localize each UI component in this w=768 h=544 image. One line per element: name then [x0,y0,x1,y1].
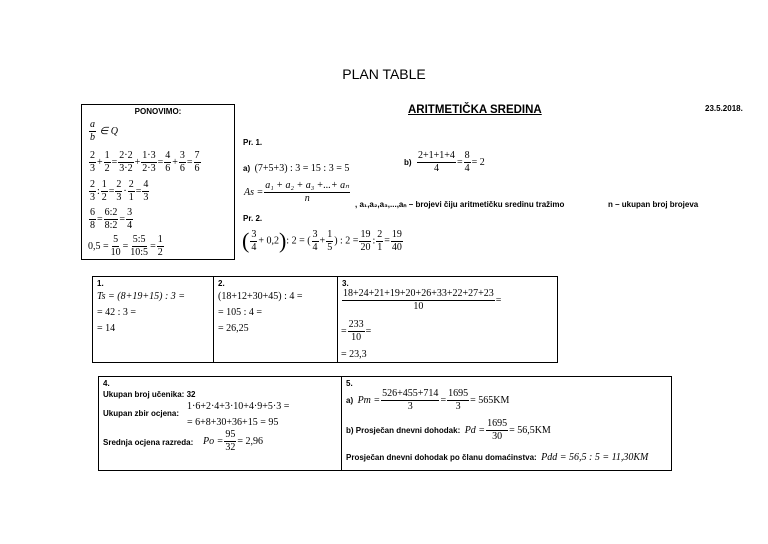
task-3-label: 3. [342,279,349,288]
decimal-line: 0,5 = $\frac{5}{10}$ = $\frac{5:5}{10:5}$ = $\frac{1}{2}$ [88,234,163,258]
date-label: 23.5.2018. [705,104,743,113]
task-5b: b) Prosječan dnevni dohodak: Pd = $\frac{1695}{30}$ = 56,5KM [346,418,551,442]
task-4-avg-label: Srednja ocjena razreda: [103,438,194,447]
tasks-4-5-table [98,376,672,471]
task-3-line-3: = 23,3 [341,349,367,360]
task-5-label: 5. [346,379,353,388]
task-4-avg-expression: Po = $\frac{95}{32}$ = 2,96 [203,429,263,453]
example-2-label: Pr. 2. [243,214,263,223]
task-4-students: Ukupan broj učenika: 32 [103,390,196,399]
ponovimo-box [81,104,235,260]
task-4-label: 4. [103,379,110,388]
task-2-line-3: = 26,25 [218,323,249,334]
set-line: $\frac{a}{b}$ ∈ Q [90,119,118,143]
ponovimo-heading: PONOVIMO: [134,107,182,116]
addition-line: $\frac{2}{3}$ + $\frac{1}{2}$ = $\frac{2\cdot 2}{3\cdot 2}$ + $\frac{1\cdot 3}{2\cdot 3}$ = $\frac{4}{6}$ + $\frac{3}{6}$ = $\frac{7}{6}$ [90,150,200,174]
task-2-line-2: = 105 : 4 = [218,307,263,318]
task-5a: a) Pm = $\frac{526+455+714}{3}$ = $\frac{1695}{3}$ = 565KM [346,388,510,412]
task-3-line-1: $\frac{18+24+21+19+20+26+33+22+27+23}{10}$ = [343,288,502,312]
tasks-1-3-table [92,276,558,363]
page-title: PLAN TABLE [342,66,426,82]
task-5c: Prosječan dnevni dohodak po članu domaćinstva: Pdd = 56,5 : 5 = 11,30KM [346,452,649,463]
example-2-expression: ( $\frac{3}{4}$ + 0,2): 2 = ( $\frac{3}{4}$ + $\frac{1}{5}$ ) : 2 = $\frac{19}{20}$ : $\frac{2}{1}$ = $\frac{19}{40}$ [242,228,402,253]
task-2-label: 2. [218,279,225,288]
task-2-line-1: (18+12+30+45) : 4 = [218,291,303,302]
division-line: $\frac{2}{3}$ : $\frac{1}{2}$ = $\frac{2}{3}$ · $\frac{2}{1}$ = $\frac{4}{3}$ [90,179,149,203]
mean-formula-n-description: n – ukupan broj brojeva [608,200,699,209]
example-1-label: Pr. 1. [243,138,263,147]
section-subtitle: ARITMETIČKA SREDINA [408,104,542,116]
task-3-line-2: = $\frac{233}{10}$ = [341,319,372,343]
task-4-sum-label: Ukupan zbir ocjena: [103,409,180,418]
task-1-line-1: Ts = (8+19+15) : 3 = [97,291,186,302]
mean-formula-description: , a₁,a₂,a₃,...,aₙ – brojevi čiju aritmetičku sredinu tražimo [355,200,565,209]
mean-formula: As = $\frac{\text{a₁ + a₂ + a₃ +...+ aₙ}}{n}$ [244,180,350,204]
task-1-line-3: = 14 [97,323,116,334]
example-1b: b) $\frac{2+1+1+4}{4}$ = $\frac{8}{4}$ = 2 [404,150,485,174]
task-4-sum-1: 1·6+2·4+3·10+4·9+5·3 = [187,401,290,412]
task-4-sum-2: = 6+8+30+36+15 = 95 [187,417,279,428]
task-1-label: 1. [97,279,104,288]
task-1-line-2: = 42 : 3 = [97,307,137,318]
example-1a: a) (7+5+3) : 3 = 15 : 3 = 5 [243,163,350,174]
reduction-line: $\frac{6}{8}$ = $\frac{6:2}{8:2}$ = $\frac{3}{4}$ [90,207,133,231]
